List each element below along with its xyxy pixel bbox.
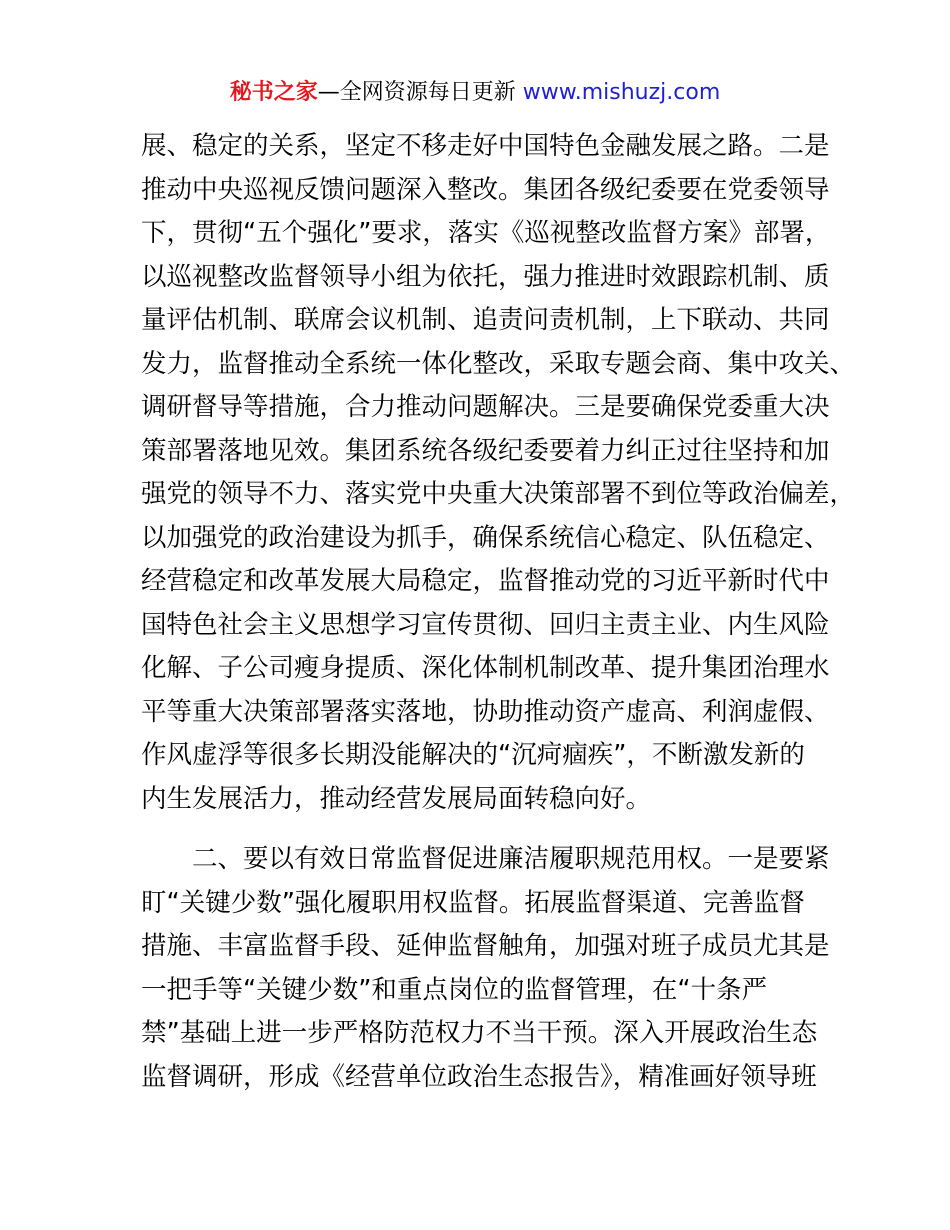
text-line: 经营稳定和改革发展大局稳定，监督推动党的习近平新时代中	[141, 566, 830, 596]
text-line: 内生发展活力，推动经营发展局面转稳向好。	[141, 783, 652, 814]
text-line: 平等重大决策部署落实落地，协助推动资产虚高、利润虚假、	[141, 696, 830, 727]
document-body	[141, 125, 856, 1099]
text-line: 策部署落地见效。集团系统各级纪委要着力纠正过往坚持和加	[141, 435, 830, 466]
text-line: 禁”基础上进一步严格防范权力不当干预。深入开展政治生态	[141, 1018, 818, 1048]
text-line: 以加强党的政治建设为抓手，确保系统信心稳定、队伍稳定、	[141, 522, 830, 553]
text-line: 一把手等“关键少数”和重点岗位的监督管理，在“十条严	[141, 974, 768, 1005]
site-brand: 秘书之家	[229, 80, 318, 105]
site-tagline: —全网资源每日更新	[317, 80, 523, 105]
text-line: 下，贯彻“五个强化”要求，落实《巡视整改监督方案》部署，	[141, 218, 831, 248]
text-line: 推动中央巡视反馈问题深入整改。集团各级纪委要在党委领导	[141, 174, 830, 205]
text-line: 发力，监督推动全系统一体化整改，采取专题会商、集中攻关、	[141, 348, 856, 379]
text-line: 国特色社会主义思想学习宣传贯彻、回归主责主业、内生风险	[141, 609, 830, 640]
paragraph-gap	[141, 821, 831, 838]
text-line: 强党的领导不力、落实党中央重大决策部署不到位等政治偏差，	[141, 479, 856, 509]
paragraph-1	[141, 125, 856, 821]
text-line: 监督调研，形成《经营单位政治生态报告》，精准画好领导班	[141, 1061, 817, 1092]
text-line: 以巡视整改监督领导小组为依托，强力推进时效跟踪机制、质	[141, 261, 830, 292]
text-line: 二、要以有效日常监督促进廉洁履职规范用权。一是要紧	[192, 844, 830, 874]
text-line: 调研督导等措施，合力推动问题解决。三是要确保党委重大决	[141, 392, 830, 422]
text-line: 量评估机制、联席会议机制、追责问责机制，上下联动、共同	[141, 305, 830, 335]
text-line: 作风虚浮等很多长期没能解决的“沉疴痼疾”，不断激发新的	[141, 740, 805, 770]
site-url-link[interactable]: www.mishuzj.com	[522, 80, 721, 105]
site-header	[0, 76, 950, 110]
paragraph-2	[141, 838, 831, 1099]
text-line: 展、稳定的关系，坚定不移走好中国特色金融发展之路。二是	[141, 131, 830, 161]
text-line: 措施、丰富监督手段、延伸监督触角，加强对班子成员尤其是	[141, 931, 830, 961]
text-line: 化解、子公司瘦身提质、深化体制机制改革、提升集团治理水	[141, 653, 830, 683]
text-line: 盯“关键少数”强化履职用权监督。拓展监督渠道、完善监督	[141, 887, 805, 918]
